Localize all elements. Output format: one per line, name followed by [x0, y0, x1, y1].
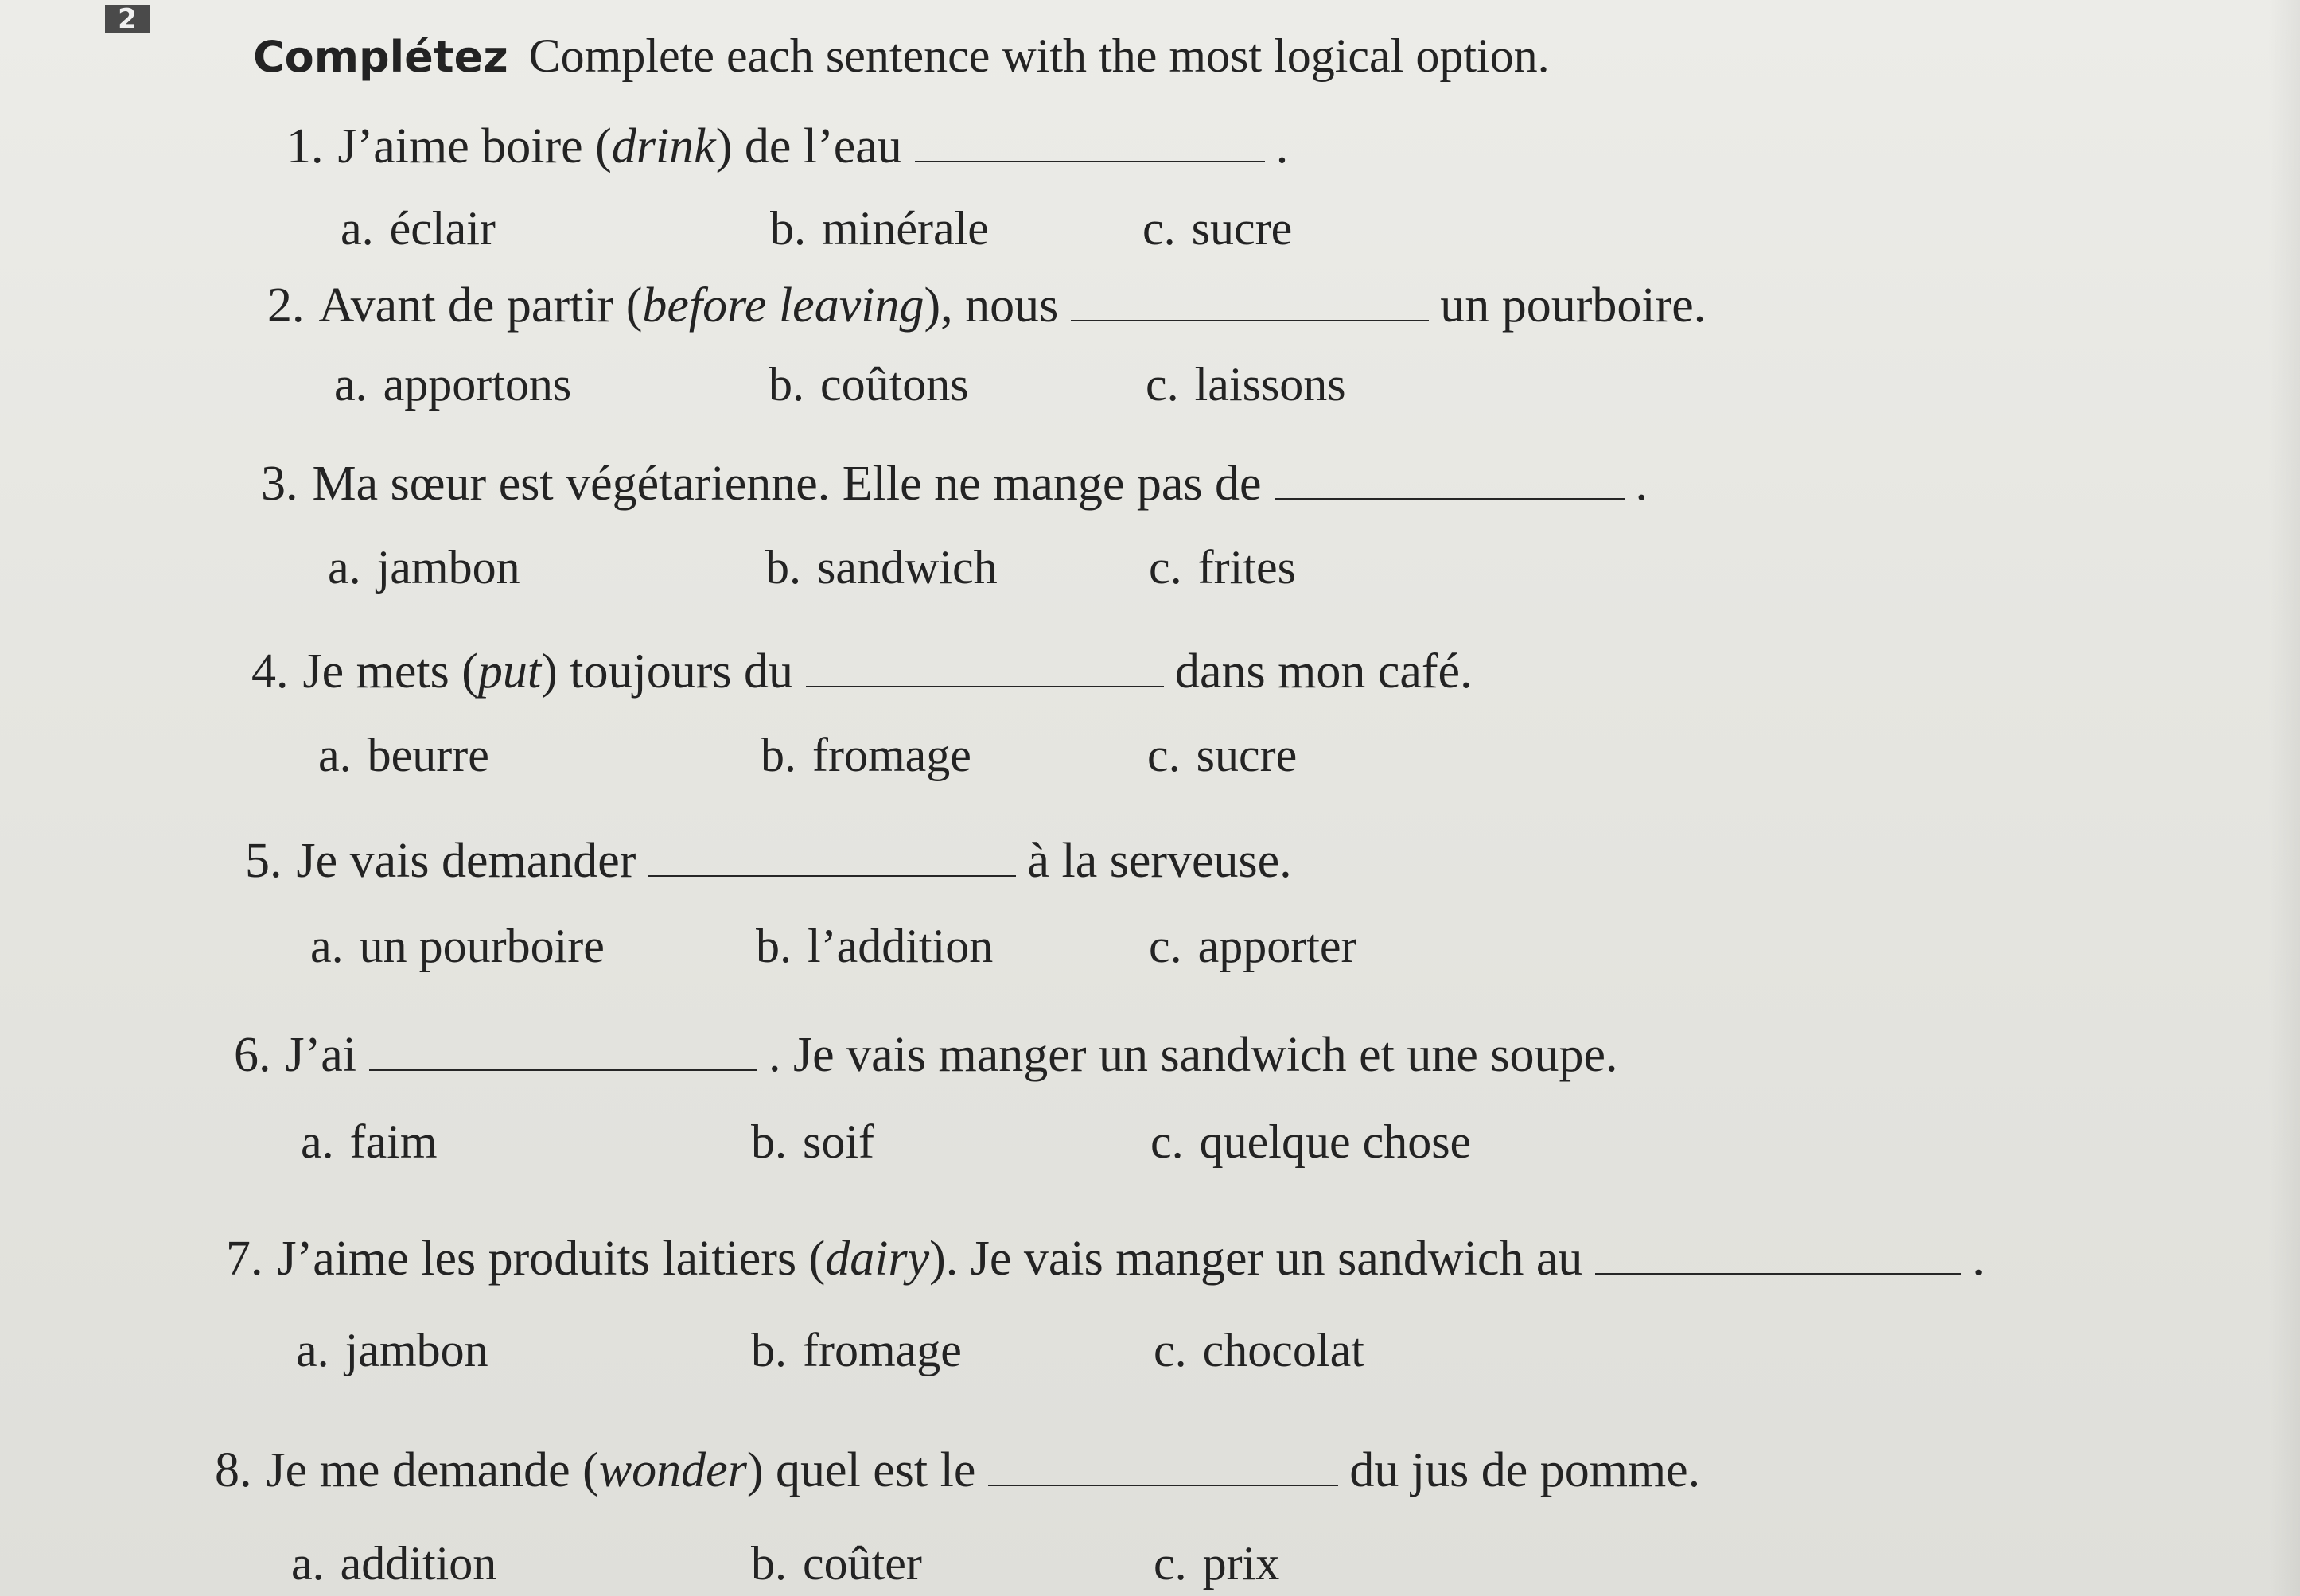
option-text: apportons [383, 358, 572, 411]
page-edge-shadow [2268, 0, 2300, 1596]
option-letter: c. [1154, 1537, 1187, 1590]
option-letter: a. [296, 1324, 329, 1376]
option-a[interactable] [301, 1112, 438, 1171]
option-a[interactable] [318, 726, 489, 784]
option-letter: a. [328, 541, 361, 594]
option-text: jambon [344, 1324, 488, 1376]
option-text: fromage [812, 729, 971, 781]
question-text-before: Ma sœur est végétarienne. Elle ne mange pas de [312, 457, 1262, 511]
option-b[interactable] [751, 1112, 874, 1171]
exercise-title: Complétez [253, 32, 508, 82]
section-number-badge: 2 [105, 5, 150, 33]
answer-blank[interactable] [648, 875, 1016, 877]
question-text-after: ) toujours du [541, 644, 793, 699]
option-letter: b. [761, 729, 796, 781]
answer-blank[interactable] [988, 1485, 1338, 1486]
option-text: un pourboire [359, 920, 605, 972]
question-text-end: un pourboire. [1440, 278, 1707, 333]
answer-blank[interactable] [1275, 498, 1625, 500]
question-text-before: Je mets ( [302, 644, 478, 699]
option-text: minérale [822, 202, 989, 255]
option-a[interactable] [341, 199, 496, 258]
question-text-end: dans mon café. [1175, 644, 1473, 699]
option-text: addition [340, 1537, 497, 1590]
exercise-heading [253, 24, 1550, 89]
question-number: 8. [215, 1443, 252, 1497]
question-text-end: . Je vais manger un sandwich et une soupe. [769, 1028, 1618, 1082]
question-number: 5. [245, 834, 282, 888]
answer-blank[interactable] [915, 161, 1265, 162]
option-text: quelque chose [1199, 1115, 1472, 1168]
option-text: beurre [367, 729, 489, 781]
question-3 [261, 453, 1648, 514]
option-c[interactable] [1147, 726, 1297, 784]
question-2 [267, 275, 1706, 336]
option-letter: a. [291, 1537, 325, 1590]
option-text: faim [349, 1115, 438, 1168]
question-text-end: à la serveuse. [1027, 834, 1292, 888]
option-letter: b. [756, 920, 792, 972]
option-a[interactable] [328, 538, 520, 597]
option-letter: c. [1146, 358, 1179, 411]
answer-blank[interactable] [369, 1069, 757, 1071]
option-letter: b. [751, 1115, 787, 1168]
question-number: 3. [261, 457, 298, 511]
option-a[interactable] [334, 355, 571, 414]
option-text: éclair [389, 202, 496, 255]
option-letter: c. [1149, 541, 1182, 594]
question-number: 6. [234, 1028, 271, 1082]
option-letter: b. [765, 541, 801, 594]
question-number: 1. [286, 119, 324, 173]
option-letter: a. [310, 920, 344, 972]
answer-blank[interactable] [806, 686, 1164, 687]
option-letter: c. [1147, 729, 1181, 781]
option-b[interactable] [761, 726, 971, 784]
option-a[interactable] [296, 1321, 488, 1380]
option-letter: a. [318, 729, 352, 781]
option-a[interactable] [291, 1534, 496, 1593]
option-text: sandwich [817, 541, 998, 594]
question-text-after: ) quel est le [746, 1443, 976, 1497]
option-letter: a. [301, 1115, 334, 1168]
option-text: prix [1202, 1537, 1280, 1590]
option-c[interactable] [1150, 1112, 1471, 1171]
question-text-before: J’aime les produits laitiers ( [277, 1232, 826, 1286]
option-text: apporter [1197, 920, 1357, 972]
question-number: 2. [267, 278, 305, 333]
option-c[interactable] [1142, 199, 1292, 258]
question-text-before: Avant de partir ( [318, 278, 643, 333]
answer-blank[interactable] [1071, 320, 1429, 321]
option-b[interactable] [751, 1534, 922, 1593]
question-text-after: ). Je vais manger un sandwich au [929, 1232, 1583, 1286]
answer-blank[interactable] [1595, 1273, 1961, 1275]
option-c[interactable] [1154, 1534, 1279, 1593]
question-6 [234, 1025, 1618, 1085]
question-number: 7. [226, 1232, 263, 1286]
option-text: sucre [1191, 202, 1293, 255]
option-text: jambon [376, 541, 520, 594]
question-text-after: ), nous [924, 278, 1059, 333]
question-7 [226, 1228, 1985, 1289]
question-text-end: . [1635, 457, 1648, 511]
option-text: l’addition [808, 920, 994, 972]
question-text-after: ) de l’eau [715, 119, 902, 173]
question-8 [215, 1440, 1700, 1501]
option-text: sucre [1196, 729, 1298, 781]
option-letter: c. [1150, 1115, 1184, 1168]
question-text-before: J’ai [285, 1028, 357, 1082]
question-gloss: drink [611, 119, 716, 173]
option-c[interactable] [1149, 917, 1357, 975]
option-letter: b. [751, 1537, 787, 1590]
option-letter: c. [1149, 920, 1182, 972]
option-letter: c. [1154, 1324, 1187, 1376]
question-gloss: before leaving [642, 278, 924, 333]
option-letter: a. [341, 202, 374, 255]
option-text: coûter [803, 1537, 922, 1590]
option-b[interactable] [751, 1321, 962, 1380]
option-text: chocolat [1202, 1324, 1364, 1376]
option-text: coûtons [820, 358, 969, 411]
question-1 [286, 116, 1288, 177]
option-c[interactable] [1149, 538, 1296, 597]
option-c[interactable] [1146, 355, 1346, 414]
option-b[interactable] [765, 538, 998, 597]
exercise-instructions: Complete each sentence with the most logical option. [528, 29, 1550, 82]
option-a[interactable] [310, 917, 605, 975]
option-b[interactable] [769, 355, 969, 414]
option-letter: a. [334, 358, 368, 411]
question-4 [251, 641, 1473, 702]
question-gloss: put [477, 644, 542, 699]
option-letter: b. [769, 358, 804, 411]
question-gloss: wonder [598, 1443, 747, 1497]
question-number: 4. [251, 644, 289, 699]
question-text-end: . [1275, 119, 1289, 173]
option-text: fromage [803, 1324, 962, 1376]
option-b[interactable] [756, 917, 993, 975]
option-letter: b. [751, 1324, 787, 1376]
option-c[interactable] [1154, 1321, 1364, 1380]
option-letter: b. [770, 202, 806, 255]
option-letter: c. [1142, 202, 1176, 255]
option-b[interactable] [770, 199, 989, 258]
question-gloss: dairy [825, 1232, 930, 1286]
question-text-end: du jus de pomme. [1349, 1443, 1701, 1497]
question-text-before: Je me demande ( [266, 1443, 599, 1497]
question-text-before: J’aime boire ( [337, 119, 612, 173]
option-text: laissons [1194, 358, 1346, 411]
question-text-before: Je vais demander [296, 834, 636, 888]
question-text-end: . [1972, 1232, 1985, 1286]
option-text: soif [803, 1115, 874, 1168]
question-5 [245, 831, 1292, 891]
option-text: frites [1197, 541, 1296, 594]
